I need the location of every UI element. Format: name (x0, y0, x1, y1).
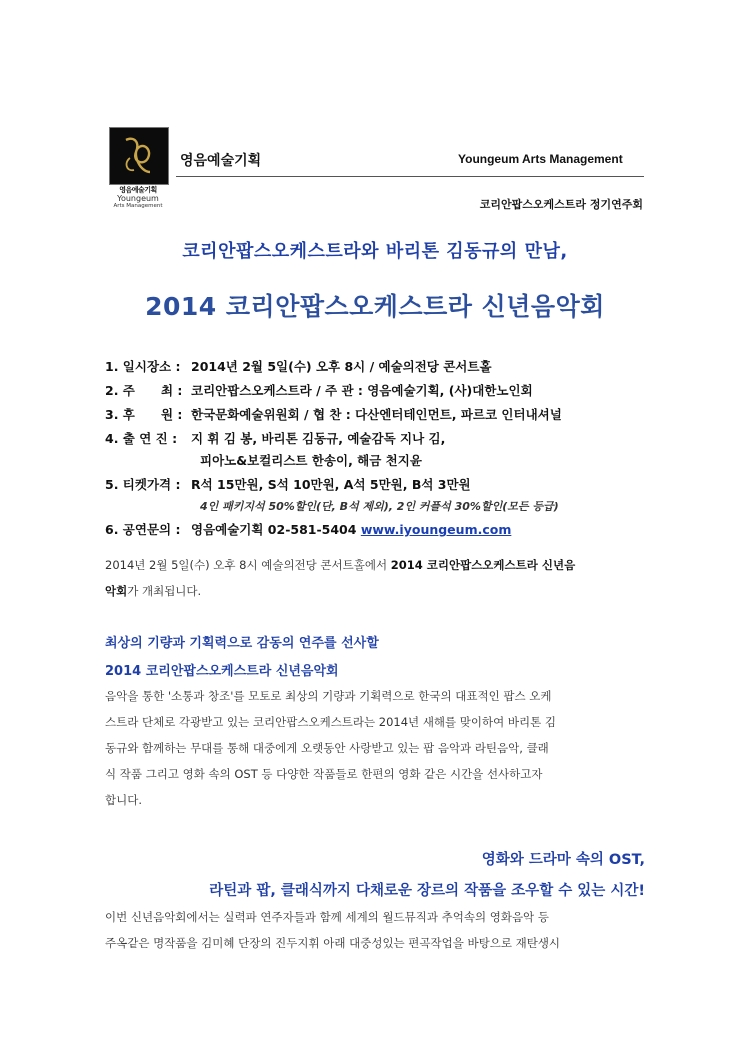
header-subtitle: 코리안팝스오케스트라 정기연주회 (479, 198, 643, 211)
section1-heading-2: 2014 코리안팝스오케스트라 신년음악회 (105, 664, 339, 679)
info-value: 지 휘 김 봉, 바리톤 김동규, 예술감독 지나 김, (191, 431, 446, 446)
intro-text-cont: 가 개최됩니다. (127, 584, 202, 598)
header-divider (176, 176, 644, 177)
title-line-1: 코리안팝스오케스트라와 바리톤 김동규의 만남, (182, 241, 568, 262)
logo-text-korean: 영음예술기획 (119, 186, 157, 194)
info-value: 영음예술기획 02-581-5404 (191, 522, 357, 537)
org-name-korean: 영음예술기획 (180, 153, 262, 169)
info-value: 한국문화예술위원회 / 협 찬 : 다산엔터테인먼트, 파르코 인터내셔널 (191, 407, 562, 422)
paragraph-line: 스트라 단체로 각광받고 있는 코리안팝스오케스트라는 2014년 새해를 맞이하여 바리톤 김 (105, 715, 556, 729)
intro-bold: 2014 코리안팝스오케스트라 신년음 (390, 558, 576, 572)
info-row-sponsor (105, 405, 562, 423)
info-row-ticket (105, 475, 471, 493)
org-name-english: Youngeum Arts Management (458, 152, 623, 166)
website-link[interactable]: www.iyoungeum.com (360, 522, 512, 537)
info-label: 4. 출 연 진 : (105, 431, 178, 446)
logo-text-english-sub: Arts Management (113, 203, 163, 209)
intro-bold-cont: 악회 (105, 584, 128, 598)
section1-heading-1: 최상의 기량과 기획력으로 감동의 연주를 선사할 (105, 636, 379, 651)
info-label: 1. 일시장소 : (105, 359, 181, 374)
page-title: 2014 코리안팝스오케스트라 신년음악회 (145, 292, 605, 321)
info-label: 2. 주 최 : (105, 383, 183, 398)
paragraph-line: 식 작품 그리고 영화 속의 OST 등 다양한 작품들로 한편의 영화 같은 시간을 선사하고자 (105, 767, 543, 781)
info-row-cast-cont (200, 451, 422, 469)
paragraph-line: 동규와 함께하는 무대를 통해 대중에게 오랫동안 사랑받고 있는 팝 음악과 라틴음악, 클래 (105, 741, 549, 755)
info-value: 코리안팝스오케스트라 / 주 관 : 영음예술기획, (사)대한노인회 (191, 383, 533, 398)
section2-heading-2: 라틴과 팝, 클래식까지 다채로운 장르의 작품을 조우할 수 있는 시간! (209, 883, 645, 899)
info-value: 피아노&보컬리스트 한송이, 해금 천지윤 (200, 453, 422, 468)
logo-icon (109, 127, 169, 185)
paragraph-line: 주옥같은 명작품을 김미혜 단장의 진두지휘 아래 대중성있는 편곡작업을 바탕으로 재탄생시 (105, 936, 561, 950)
info-value: R석 15만원, S석 10만원, A석 5만원, B석 3만원 (191, 477, 471, 492)
section2-paragraph (105, 904, 645, 956)
intro-text: 2014년 2월 5일(수) 오후 8시 예술의전당 콘서트홀에서 (105, 558, 391, 572)
paragraph-line: 음악을 통한 '소통과 창조'를 모토로 최상의 기량과 기획력으로 한국의 대표적인 팝스 오케 (105, 689, 552, 703)
info-row-contact (105, 520, 511, 538)
logo-text-english: Youngeum (117, 194, 159, 203)
info-row-host (105, 381, 533, 399)
paragraph-line: 합니다. (105, 793, 142, 807)
info-row-date (105, 357, 492, 375)
info-row-cast (105, 429, 445, 447)
ticket-discount-note: 4인 패키지석 50%할인(단, B석 제외), 2인 커플석 30%할인(모든 등급) (200, 500, 559, 513)
info-label: 3. 후 원 : (105, 407, 183, 422)
info-label: 5. 티켓가격 : (105, 477, 181, 492)
paragraph-line: 이번 신년음악회에서는 실력파 연주자들과 함께 세계의 월드뮤직과 추억속의 영화음악 등 (105, 910, 549, 924)
section1-paragraph (105, 683, 645, 813)
info-value: 2014년 2월 5일(수) 오후 8시 / 예술의전당 콘서트홀 (191, 359, 492, 374)
section2-heading-1: 영화와 드라마 속의 OST, (481, 852, 645, 868)
intro-paragraph (105, 552, 645, 604)
info-label: 6. 공연문의 : (105, 522, 181, 537)
